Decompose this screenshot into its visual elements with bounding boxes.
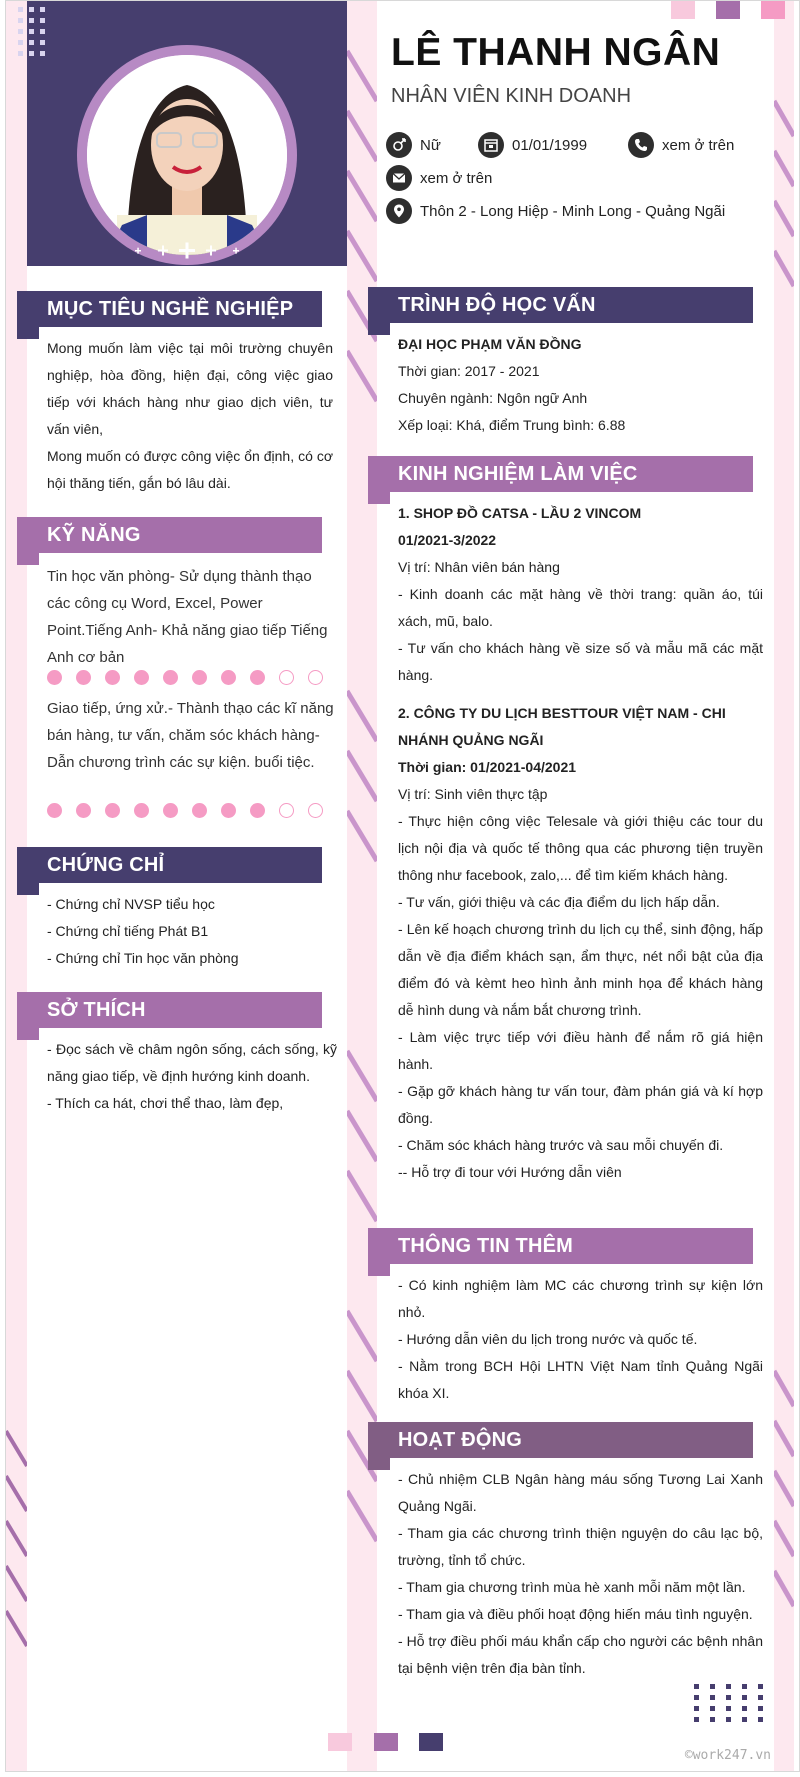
hobby-item: - Thích ca hát, chơi thể thao, làm đẹp, — [47, 1095, 284, 1111]
activity-item: - Tham gia chương trình mùa hè xanh mỗi năm một lần. — [398, 1579, 746, 1595]
activity-item: - Tham gia và điều phối hoạt động hiến máu tình nguyện. — [398, 1606, 753, 1622]
education-major: Chuyên ngành: Ngôn ngữ Anh — [398, 390, 588, 406]
job-1-position: Vị trí: Nhân viên bán hàng — [398, 559, 560, 575]
skill-1-text: Tin học văn phòng- Sử dụng thành thạo các công cụ Word, Excel, Power Point.Tiếng Anh- Khả năng giao tiếp Tiếng Anh cơ bản — [47, 568, 328, 666]
job-2-time: Thời gian: 01/2021-04/2021 — [398, 759, 577, 775]
contact-address — [386, 198, 725, 224]
deco-square-pink-2 — [761, 1, 785, 19]
deco-square-mauve — [716, 1, 740, 19]
contact-email — [386, 165, 492, 191]
job-1-company: 1. SHOP ĐỒ CATSA - LẦU 2 VINCOM — [398, 505, 642, 521]
gender-icon — [386, 132, 412, 158]
avatar — [77, 45, 297, 265]
skill-2-text: Giao tiếp, ứng xử.- Thành thạo các kĩ năng bán hàng, tư vấn, chăm sóc khách hàng- Dẫn chương trình các sự kiện. buổi tiệc. — [47, 700, 334, 771]
center-stripes-top — [347, 41, 377, 681]
birthday-value: 01/01/1999 — [512, 136, 588, 154]
photo-panel — [27, 1, 347, 266]
job-duty: - Lên kế hoạch chương trình du lịch cụ thể, sinh động, hấp dẫn về địa điểm khách sạn, ẩm thực, nét nổi bật của địa điểm đó và kèmt heo hình ảnh minh họa để khách hàng dễ hình dung và nắm bắt chương trình. — [398, 921, 763, 1018]
extra-item: - Hướng dẫn viên du lịch trong nước và quốc tế. — [398, 1331, 698, 1347]
education-grade: Xếp loại: Khá, điểm Trung bình: 6.88 — [398, 417, 626, 433]
cv-page — [5, 0, 800, 1772]
right-stripes-top — [774, 91, 794, 321]
certificate-item: - Chứng chỉ tiếng Phát B1 — [47, 923, 209, 939]
dot-grid-top-left — [18, 7, 45, 56]
skill-2-rating — [47, 803, 323, 818]
objective-heading: MỤC TIÊU NGHỀ NGHIỆP — [17, 291, 322, 327]
contact-gender — [386, 132, 441, 158]
hobbies-list — [47, 1036, 337, 1117]
extra-info-heading: THÔNG TIN THÊM — [368, 1228, 753, 1264]
right-stripes-bottom — [774, 1361, 794, 1641]
job-2-company: 2. CÔNG TY DU LỊCH BESTTOUR VIỆT NAM - CHI NHÁNH QUẢNG NGÃI — [398, 705, 726, 748]
extra-info-list — [398, 1272, 763, 1407]
school-name: ĐẠI HỌC PHẠM VĂN ĐỒNG — [398, 336, 582, 352]
deco-square-bottom-dark — [419, 1733, 443, 1751]
gender-value: Nữ — [420, 136, 441, 154]
email-value: xem ở trên — [420, 169, 493, 187]
left-stripes-bottom — [6, 1421, 27, 1661]
activity-item: - Tham gia các chương trình thiện nguyện do câu lạc bộ, trường, tỉnh tổ chức. — [398, 1525, 763, 1568]
certificates-heading: CHỨNG CHỈ — [17, 847, 322, 883]
hobby-item: - Đọc sách về châm ngôn sống, cách sống, kỹ năng giao tiếp, về định hướng kinh doanh. — [47, 1041, 337, 1084]
phone-value: xem ở trên — [662, 136, 735, 154]
hobbies-heading: SỞ THÍCH — [17, 992, 322, 1028]
dot-grid-bottom-right — [694, 1684, 763, 1722]
certificate-item: - Chứng chỉ NVSP tiểu học — [47, 896, 215, 912]
profile-photo-icon — [87, 55, 287, 255]
skill-1-rating — [47, 670, 323, 685]
skills-heading: KỸ NĂNG — [17, 517, 322, 553]
education-heading: TRÌNH ĐỘ HỌC VẤN — [368, 287, 753, 323]
job-duty: - Kinh doanh các mặt hàng về thời trang: quần áo, túi xách, mũ, balo. — [398, 586, 763, 629]
education-time: Thời gian: 2017 - 2021 — [398, 363, 540, 379]
job-duty: - Gặp gỡ khách hàng tư vấn tour, đàm phán giá và kí hợp đồng. — [398, 1083, 763, 1126]
job-1-time: 01/2021-3/2022 — [398, 532, 497, 548]
objective-paragraph-1: Mong muốn làm việc tại môi trường chuyên nghiệp, hòa đồng, hiện đại, công việc giao tiếp với khách hàng như giao dịch viên, tư vấn viên, — [47, 340, 333, 437]
address-value: Thôn 2 - Long Hiệp - Minh Long - Quảng Ngãi — [420, 202, 726, 220]
contact-birthday — [478, 132, 587, 158]
phone-icon — [628, 132, 654, 158]
birthday-icon — [478, 132, 504, 158]
deco-square-bottom-pink — [328, 1733, 352, 1751]
activity-item: - Chủ nhiệm CLB Ngân hàng máu sống Tương Lai Xanh Quảng Ngãi. — [398, 1471, 763, 1514]
extra-item: - Có kinh nghiệm làm MC các chương trình sự kiện lớn nhỏ. — [398, 1277, 763, 1320]
deco-square-pink-1 — [671, 1, 695, 19]
deco-square-bottom-mauve — [374, 1733, 398, 1751]
candidate-name: LÊ THANH NGÂN — [391, 31, 721, 74]
job-2-position: Vị trí: Sinh viên thực tập — [398, 786, 548, 802]
email-icon — [386, 165, 412, 191]
activity-item: - Hỗ trợ điều phối máu khẩn cấp cho người các bệnh nhân tại bệnh viện trên địa bàn tỉnh. — [398, 1633, 763, 1676]
activities-list — [398, 1466, 763, 1682]
job-duty: - Tư vấn cho khách hàng về size số và mẫu mã các mặt hàng. — [398, 640, 763, 683]
job-duty: - Chăm sóc khách hàng trước và sau mỗi chuyến đi. — [398, 1137, 724, 1153]
objective-text — [47, 335, 333, 497]
experience-heading: KINH NGHIỆM LÀM VIỆC — [368, 456, 753, 492]
extra-item: - Nằm trong BCH Hội LHTN Việt Nam tỉnh Quảng Ngãi khóa XI. — [398, 1358, 763, 1401]
education-details — [398, 331, 763, 439]
contact-phone — [628, 132, 734, 158]
objective-paragraph-2: Mong muốn có được công việc ổn định, có cơ hội thăng tiến, gắn bó lâu dài. — [47, 448, 333, 491]
job-duty: -- Hỗ trợ đi tour với Hướng dẫn viên — [398, 1164, 622, 1180]
job-duty: - Tư vấn, giới thiệu và các địa điểm du lịch hấp dẫn. — [398, 894, 720, 910]
certificates-list — [47, 891, 337, 972]
job-duty: - Làm việc trực tiếp với điều hành để nắm rõ giá hiện hành. — [398, 1029, 763, 1072]
watermark: ©work247.vn — [684, 1748, 771, 1763]
sparkle-icon — [132, 241, 242, 261]
center-stripes-mid — [347, 681, 377, 1281]
activities-heading: HOẠT ĐỘNG — [368, 1422, 753, 1458]
job-duty: - Thực hiện công việc Telesale và giới thiệu các tour du lịch nội địa và quốc tế thông qua các phương tiện truyền thông như facebook, zalo,... để tìm kiếm khách hàng. — [398, 813, 763, 883]
certificate-item: - Chứng chỉ Tin học văn phòng — [47, 950, 239, 966]
location-pin-icon — [386, 198, 412, 224]
candidate-role: NHÂN VIÊN KINH DOANH — [391, 85, 632, 107]
experience-details — [398, 500, 763, 1186]
